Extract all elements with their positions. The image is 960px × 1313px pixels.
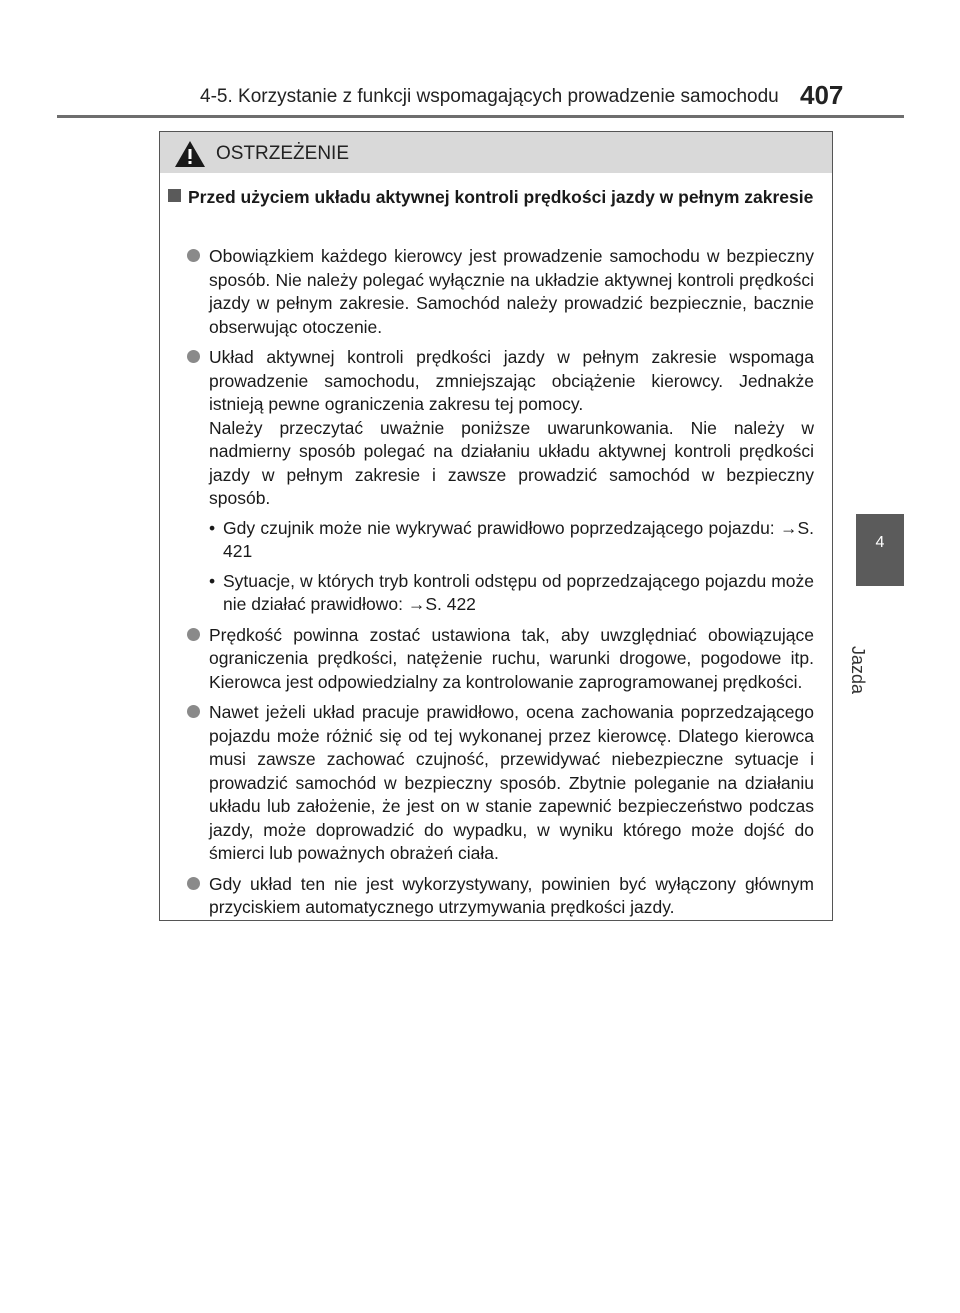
section-square-icon — [168, 189, 181, 202]
bullet-text: Prędkość powinna zostać ustawiona tak, aby uwzględniać obowiązujące ograniczenia prędkości, natężenie ruchu, warunki drogowe, pogodowe itp. Kierowca jest odpowiedzialny za kontrolowanie zaprogramowanej prędkości. — [209, 624, 814, 692]
sub-list-item — [209, 517, 814, 564]
chapter-label-text: Jazda — [848, 646, 868, 695]
bullet-text-continued: Należy przeczytać uważnie poniższe uwarunkowania. Nie należy w nadmierny sposób polegać na działaniu układu aktywnej kontroli prędkości jazdy w pełnym zakresie i zawsze prowadzić samochód w bezpieczny sposób. — [209, 417, 814, 508]
list-item — [184, 624, 814, 695]
bullet-text: Nawet jeżeli układ pracuje prawidłowo, ocena zachowania poprzedzającego pojazdu może różnić się od tej wykonanej przez kierowcę. Dlatego kierowca musi zawsze zachować czujność, przewidywać niebezpieczne sytuacje i prowadzić samochód w bezpieczny sposób. Zbytnie poleganie na działaniu układu lub założenie, że jest on w stanie zapewnić bezpieczeństwo podczas jazdy, może doprowadzić do wypadku, w wyniku którego może dojść do śmierci lub poważnych obrażeń ciała. — [209, 702, 814, 863]
bullet-icon — [187, 628, 200, 641]
sub-bullet-icon: • — [209, 570, 216, 591]
bullet-text: Gdy układ ten nie jest wykorzystywany, powinien być wyłączony głównym przyciskiem automatycznego utrzymywania prędkości jazdy. — [209, 873, 814, 917]
warning-title: OSTRZEŻENIE — [216, 143, 350, 164]
header-title: 4-5. Korzystanie z funkcji wspomagających prowadzenie samochodu — [200, 86, 779, 107]
chapter-label — [848, 596, 900, 695]
sub-bullet-icon: • — [209, 517, 216, 538]
bullet-icon — [187, 877, 200, 890]
list-item — [184, 873, 814, 920]
list-item — [184, 701, 814, 866]
chapter-tab[interactable] — [856, 514, 904, 586]
bullet-text: Układ aktywnej kontroli prędkości jazdy w pełnym zakresie wspomaga prowadzenie samochodu, zmniejszając obciążenie kierowcy. Jednakże istnieją pewne ograniczenia zakresu tej pomocy. — [209, 347, 814, 414]
chapter-tab-number: 4 — [875, 534, 885, 551]
header-rule — [57, 115, 904, 118]
page-number: 407 — [800, 80, 844, 110]
sub-list-item — [209, 570, 814, 617]
bullet-list — [184, 245, 814, 927]
sub-item-text: Gdy czujnik może nie wykrywać prawidłowo poprzedzającego pojazdu: →S. 421 — [223, 517, 814, 561]
list-item — [184, 346, 814, 617]
warning-box — [159, 131, 833, 921]
bullet-text: Obowiązkiem każdego kierowcy jest prowadzenie samochodu w bezpieczny sposób. Nie należy polegać wyłącznie na układzie aktywnej kontroli prędkości jazdy w pełnym zakresie. Samochód należy prowadzić bezpiecznie, bacznie obserwując otoczenie. — [209, 246, 814, 337]
sub-item-text: Sytuacje, w których tryb kontroli odstępu od poprzedzającego pojazdu może nie działać prawidłowo: →S. 422 — [223, 570, 814, 614]
section-heading: Przed użyciem układu aktywnej kontroli prędkości jazdy w pełnym zakresie — [188, 187, 814, 207]
bullet-icon — [187, 350, 200, 363]
warning-triangle-icon — [174, 140, 206, 168]
warning-header — [160, 132, 832, 173]
list-item — [184, 245, 814, 339]
bullet-icon — [187, 249, 200, 262]
bullet-icon — [187, 705, 200, 718]
